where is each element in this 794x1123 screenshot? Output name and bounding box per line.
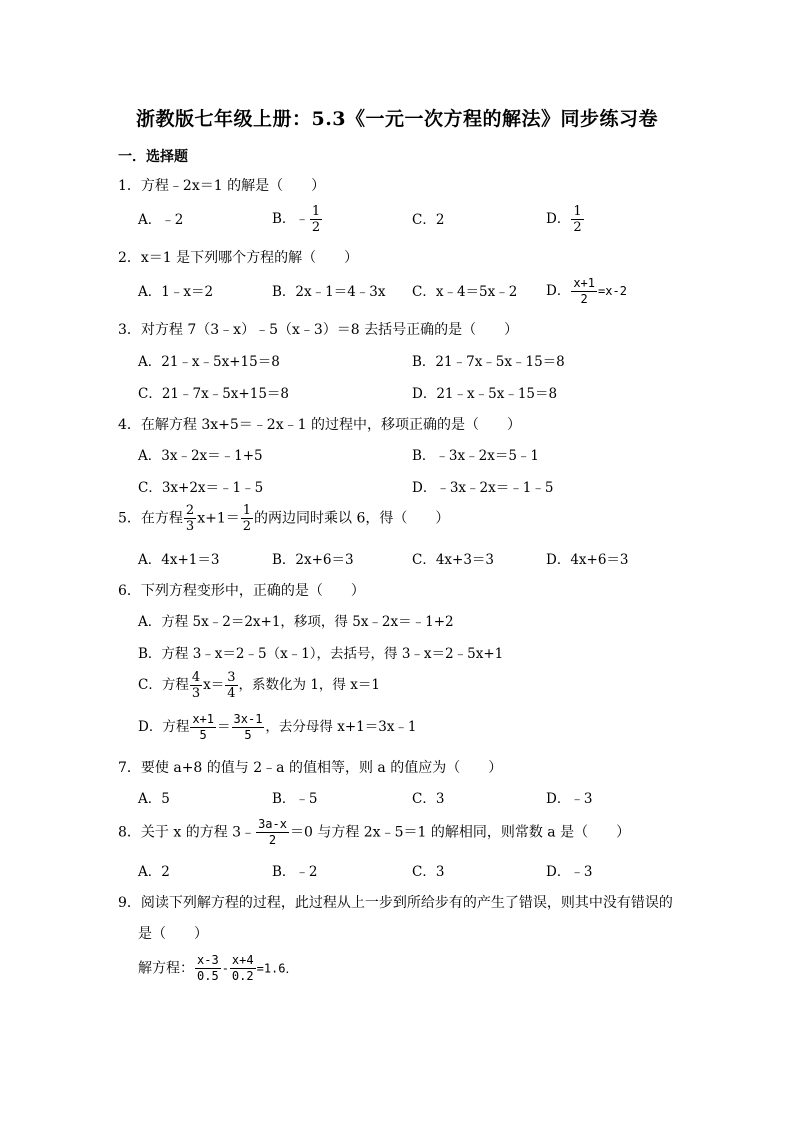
fraction-denominator: 3 bbox=[191, 686, 201, 701]
q6-option-d[interactable] bbox=[138, 712, 417, 743]
q6-option-c-fraction-2 bbox=[225, 670, 237, 701]
q4-option-d[interactable]: D．﹣3x﹣2x＝﹣1﹣5 bbox=[412, 480, 554, 496]
q9-solve-prefix: 解方程： bbox=[138, 960, 194, 977]
q6-option-c[interactable] bbox=[138, 670, 380, 701]
fraction-numerator: x-3 bbox=[197, 953, 219, 967]
q9-fraction-1 bbox=[195, 953, 221, 984]
document-title: 浙教版七年级上册：5.3《一元一次方程的解法》同步练习卷 bbox=[135, 108, 659, 130]
q2-option-d-suffix: =x-2 bbox=[598, 284, 627, 298]
q4-option-a[interactable]: A．3x﹣2x＝﹣1+5 bbox=[138, 448, 263, 464]
q6-option-d-fraction-2 bbox=[232, 712, 265, 743]
fraction-denominator: 2 bbox=[580, 292, 588, 306]
q3-option-b[interactable]: B．21﹣7x﹣5x﹣15＝8 bbox=[412, 354, 565, 370]
q5-option-d[interactable]: D．4x+6＝3 bbox=[546, 552, 629, 568]
q6-option-c-prefix: C．方程 bbox=[138, 677, 189, 693]
question-6-stem: 6．下列方程变形中，正确的是（ ） bbox=[118, 583, 365, 599]
q1-option-b-prefix: B．﹣ bbox=[272, 211, 309, 227]
q9-fraction-2 bbox=[230, 953, 256, 984]
q8-stem-prefix: 8．关于 x 的方程 3﹣ bbox=[118, 824, 256, 841]
fraction-numerator: 2 bbox=[185, 503, 195, 518]
q6-option-c-middle: x＝ bbox=[203, 677, 225, 693]
fraction-denominator: 2 bbox=[242, 519, 252, 534]
q8-option-a[interactable]: A．2 bbox=[138, 864, 170, 880]
question-7-stem: 7．要使 a+8 的值与 2﹣a 的值相等，则 a 的值应为（ ） bbox=[118, 760, 503, 776]
q2-option-d[interactable] bbox=[546, 276, 627, 307]
q2-option-c[interactable]: C．x﹣4＝5x﹣2 bbox=[412, 284, 518, 300]
q6-option-d-prefix: D．方程 bbox=[138, 719, 190, 735]
fraction-numerator: x+4 bbox=[231, 953, 254, 967]
q6-option-d-fraction-1 bbox=[190, 712, 216, 743]
q5-option-b[interactable]: B．2x+6＝3 bbox=[272, 552, 354, 568]
q9-minus-sign: - bbox=[221, 961, 229, 976]
q4-option-b[interactable]: B．﹣3x﹣2x＝5﹣1 bbox=[412, 448, 540, 464]
q2-option-d-fraction bbox=[571, 276, 597, 307]
fraction-denominator: 5 bbox=[199, 728, 207, 742]
question-9-stem-line1: 9．阅读下列解方程的过程，此过程从上一步到所给步有的产生了错误，则其中没有错误的 bbox=[118, 895, 673, 911]
q8-fraction bbox=[256, 817, 289, 848]
fraction-denominator: 2 bbox=[573, 220, 582, 235]
q6-option-d-middle: ＝ bbox=[217, 719, 231, 735]
q3-option-d[interactable]: D．21﹣x﹣5x﹣15＝8 bbox=[412, 386, 558, 402]
fraction-denominator: 2 bbox=[311, 220, 321, 235]
q8-option-d[interactable]: D．﹣3 bbox=[546, 864, 593, 880]
q4-option-c[interactable]: C．3x+2x＝﹣1﹣5 bbox=[138, 480, 264, 496]
fraction-numerator: 3a-x bbox=[258, 817, 287, 831]
q5-stem-middle: x+1＝ bbox=[197, 510, 240, 527]
q7-option-a[interactable]: A．5 bbox=[138, 791, 170, 807]
fraction-denominator: 4 bbox=[227, 686, 236, 701]
question-5-stem bbox=[118, 503, 449, 534]
fraction-numerator: 3x-1 bbox=[233, 712, 263, 726]
q6-option-b[interactable]: B．方程 3﹣x＝2﹣5（x﹣1），去括号，得 3﹣x＝2﹣5x+1 bbox=[138, 646, 504, 662]
fraction-numerator: 1 bbox=[311, 204, 321, 219]
q5-fraction-1 bbox=[184, 503, 196, 534]
q5-stem-prefix: 5．在方程 bbox=[118, 510, 183, 527]
q9-solve-expression bbox=[138, 953, 298, 984]
fraction-denominator: 3 bbox=[185, 519, 195, 534]
q9-solve-suffix: =1.6． bbox=[256, 961, 298, 976]
section-heading: 一．选择题 bbox=[118, 149, 188, 165]
q6-option-c-suffix: ，系数化为 1，得 x＝1 bbox=[238, 677, 380, 693]
q3-option-a[interactable]: A．21﹣x﹣5x+15＝8 bbox=[138, 354, 280, 370]
question-9-stem-line2: 是（ ） bbox=[138, 926, 208, 942]
fraction-numerator: 1 bbox=[573, 204, 582, 219]
q7-option-d[interactable]: D．﹣3 bbox=[546, 791, 593, 807]
q1-option-c[interactable]: C．2 bbox=[412, 212, 445, 228]
fraction-denominator: 0.2 bbox=[231, 969, 254, 983]
question-8-stem bbox=[118, 817, 630, 848]
q1-option-a[interactable]: A．﹣2 bbox=[138, 212, 184, 228]
q5-option-a[interactable]: A．4x+1＝3 bbox=[138, 552, 220, 568]
q7-option-b[interactable]: B．﹣5 bbox=[272, 791, 318, 807]
fraction-denominator: 0.5 bbox=[197, 969, 219, 983]
q6-option-d-suffix: ，去分母得 x+1＝3x﹣1 bbox=[265, 719, 417, 735]
q7-option-c[interactable]: C．3 bbox=[412, 791, 445, 807]
q5-fraction-2 bbox=[241, 503, 253, 534]
fraction-numerator: x+1 bbox=[192, 712, 215, 726]
q3-option-c[interactable]: C．21﹣7x﹣5x+15＝8 bbox=[138, 386, 289, 402]
q6-option-c-fraction-1 bbox=[190, 670, 202, 701]
q5-stem-suffix: 的两边同时乘以 6，得（ ） bbox=[254, 510, 450, 527]
fraction-numerator: x+1 bbox=[573, 276, 596, 290]
q1-option-d-prefix: D． bbox=[546, 211, 571, 227]
q6-option-a[interactable]: A．方程 5x﹣2＝2x+1，移项，得 5x﹣2x＝﹣1+2 bbox=[138, 614, 454, 630]
question-2-stem: 2．x＝1 是下列哪个方程的解（ ） bbox=[118, 250, 359, 266]
q1-option-d-fraction bbox=[571, 204, 583, 235]
fraction-denominator: 2 bbox=[268, 833, 277, 847]
q2-option-d-prefix: D． bbox=[546, 283, 571, 299]
q8-option-b[interactable]: B．﹣2 bbox=[272, 864, 318, 880]
q1-option-b-fraction bbox=[310, 204, 322, 235]
q8-option-c[interactable]: C．3 bbox=[412, 864, 445, 880]
fraction-denominator: 5 bbox=[244, 728, 252, 742]
q8-stem-suffix: ＝0 与方程 2x﹣5＝1 的解相同，则常数 a 是（ ） bbox=[289, 824, 631, 841]
q2-option-b[interactable]: B．2x﹣1＝4﹣3x bbox=[272, 284, 386, 300]
fraction-numerator: 1 bbox=[242, 503, 252, 518]
q1-option-d[interactable] bbox=[546, 204, 585, 235]
q5-option-c[interactable]: C．4x+3＝3 bbox=[412, 552, 495, 568]
fraction-numerator: 3 bbox=[227, 670, 236, 685]
question-4-stem: 4．在解方程 3x+5＝﹣2x﹣1 的过程中，移项正确的是（ ） bbox=[118, 417, 521, 433]
question-3-stem: 3．对方程 7（3﹣x）﹣5（x﹣3）＝8 去括号正确的是（ ） bbox=[118, 322, 519, 338]
q1-option-b[interactable] bbox=[272, 204, 323, 235]
q2-option-a[interactable]: A．1﹣x＝2 bbox=[138, 284, 214, 300]
question-1-stem: 1．方程﹣2x＝1 的解是（ ） bbox=[118, 178, 326, 194]
fraction-numerator: 4 bbox=[191, 670, 201, 685]
